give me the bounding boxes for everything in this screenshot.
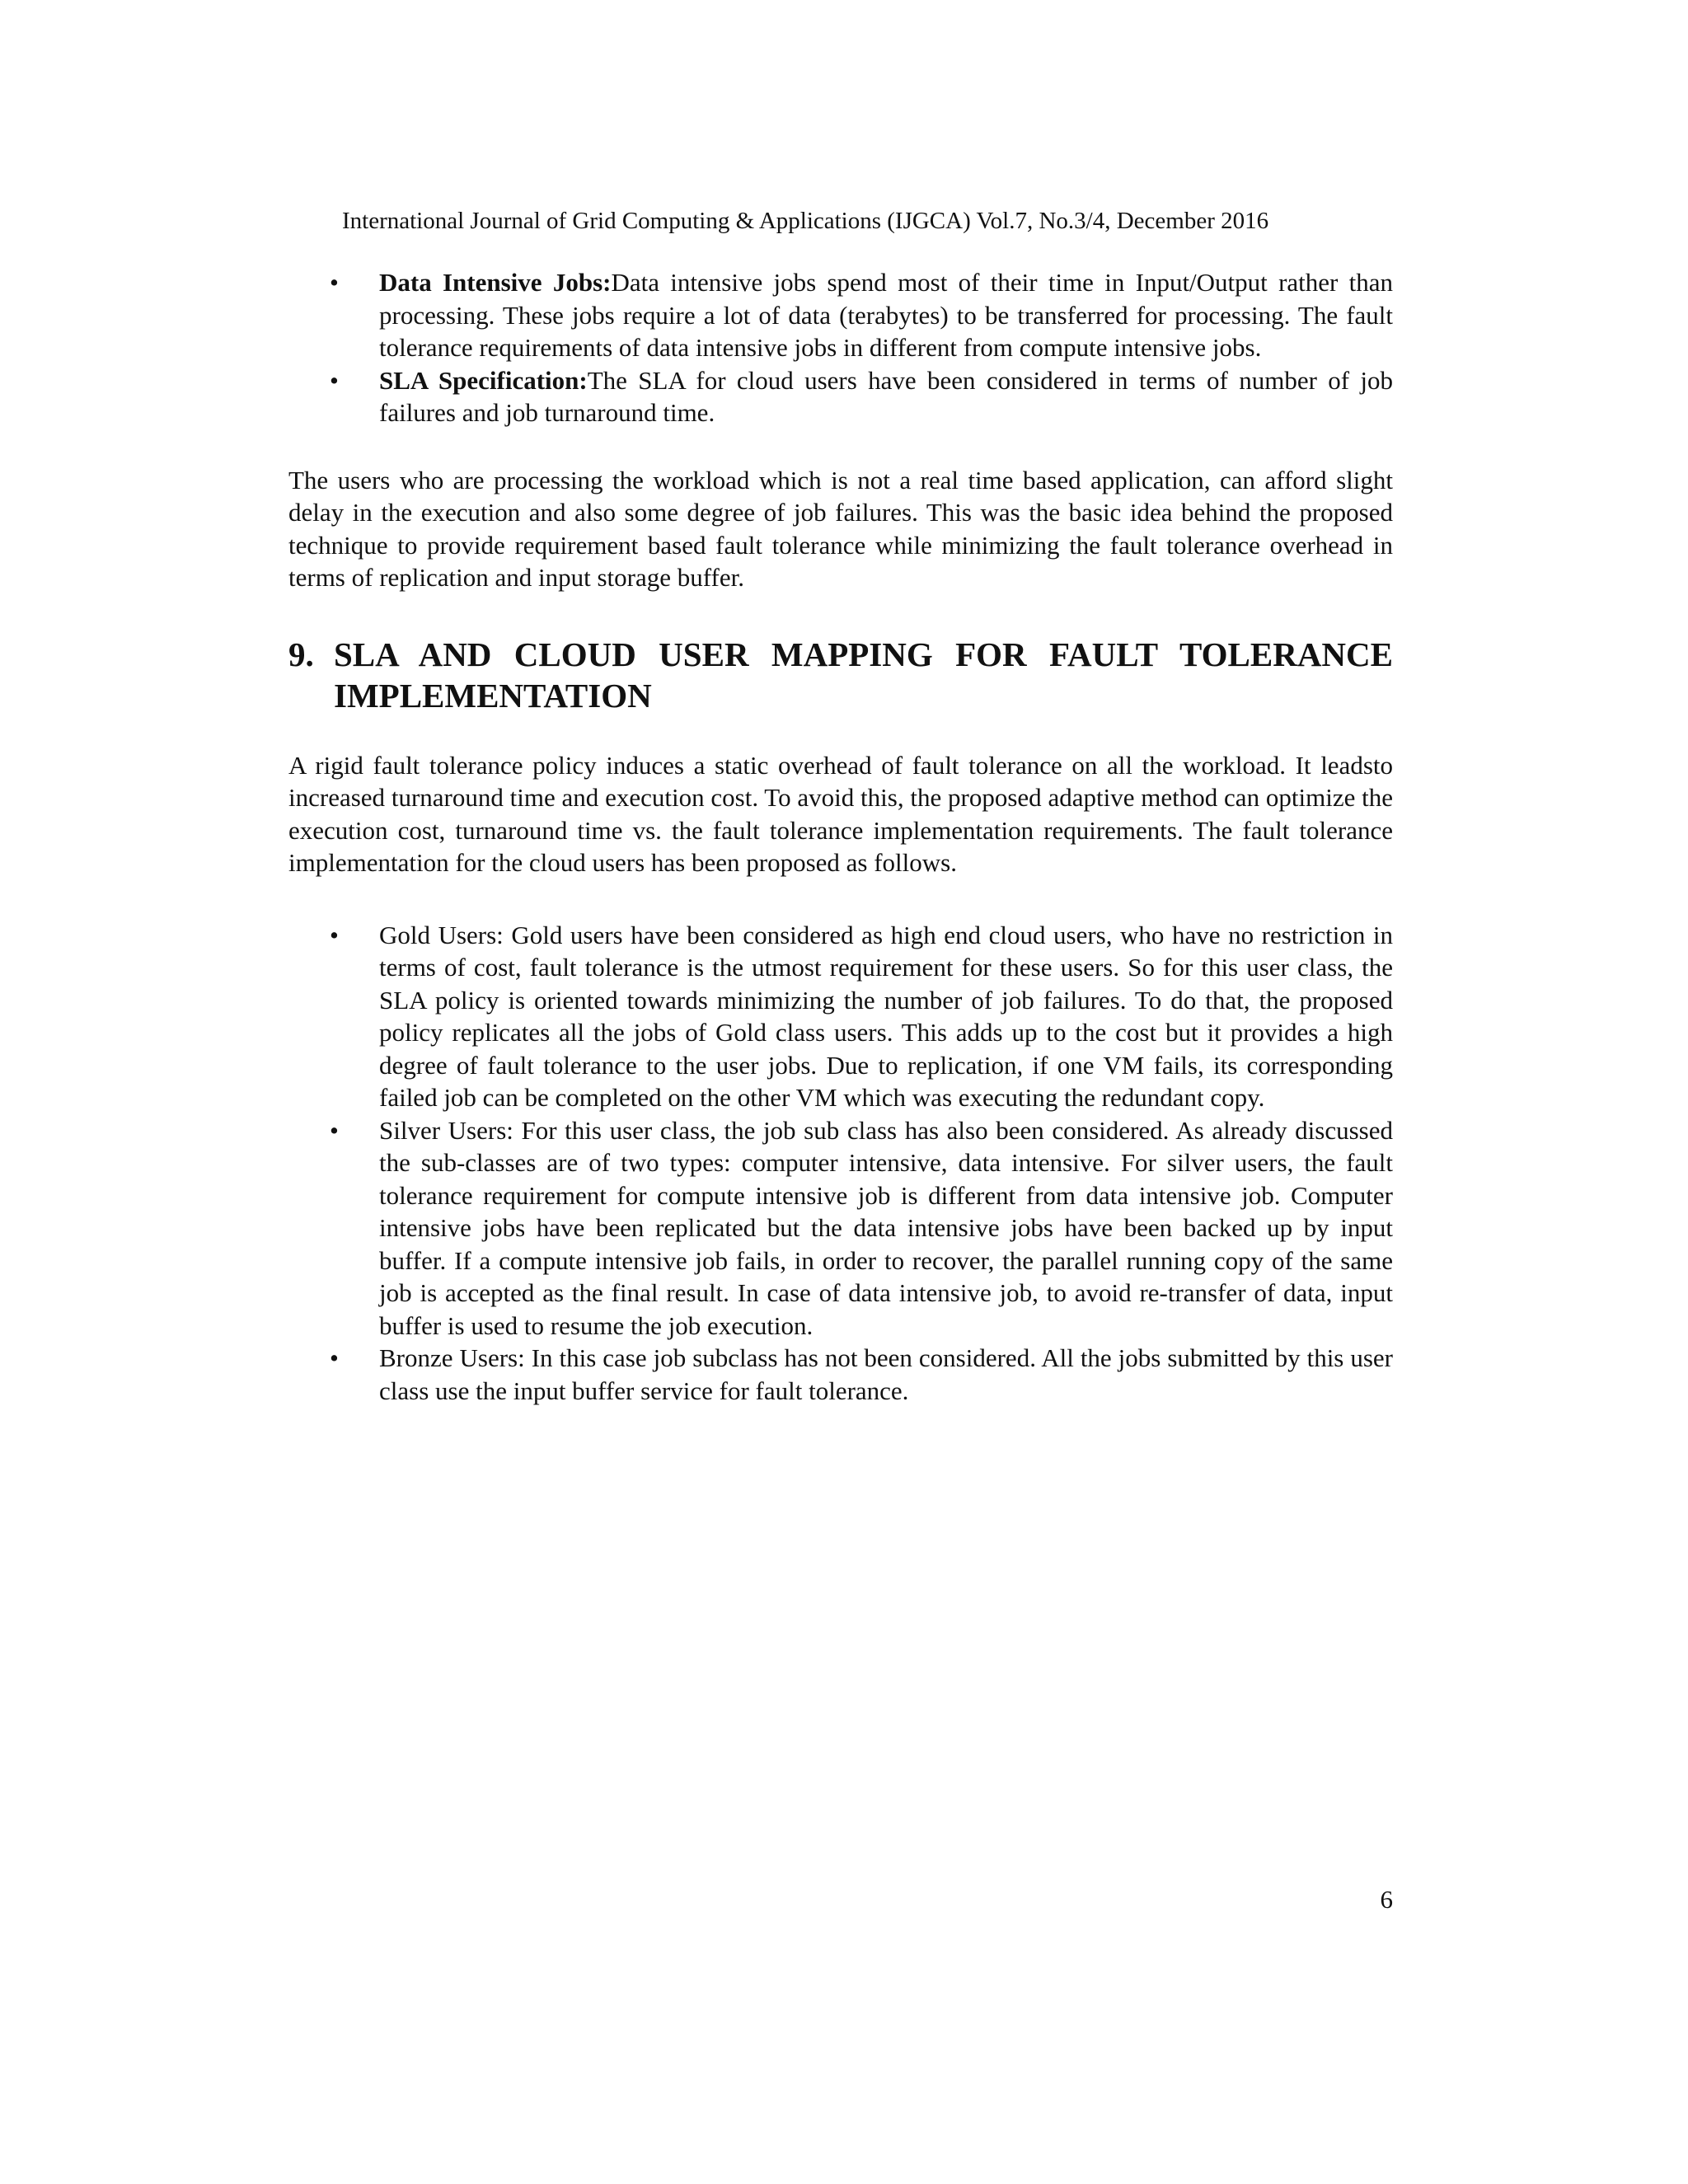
page-number: 6 [1380,1885,1393,1914]
list-item-sla-specification [288,364,1393,429]
item-text: Data intensive jobs spend most of their time in Input/Output rather than processing. These jobs require a lot of data (terabytes) to be transferred for processing. The fault tolerance requirements of data intensive jobs in different from compute intensive jobs. [379,268,1394,362]
item-label: SLA Specification: [379,365,588,395]
user-class-list [288,919,1393,1408]
section-number: 9. [288,635,314,673]
bullet-icon: • [330,1343,339,1372]
list-item-data-intensive-jobs [288,266,1393,364]
spacer [288,716,1393,749]
spacer [288,429,1393,464]
item-label: Data Intensive Jobs: [379,268,612,297]
bullet-icon: • [330,920,339,949]
page-body [288,266,1393,1407]
item-text: Gold Users: Gold users have been considered as high end cloud users, who have no restriction in terms of cost, fault tolerance is the utmost requirement for these users. So for this user class, the SLA policy is oriented towards minimizing the number of job failures. To do that, the proposed policy replicates all the jobs of Gold class users. This adds up to the cost but it provides a high degree of fault tolerance to the user jobs. Due to replication, if one VM fails, its corresponding failed job can be completed on the other VM which was executing the redundant copy. [379,920,1393,1112]
list-item-silver-users [288,1114,1393,1343]
section-title: SLA AND CLOUD USER MAPPING FOR FAULT TOLERANCE IMPLEMENTATION [334,635,1393,715]
item-text: Bronze Users: In this case job subclass has not been considered. All the jobs submitted by this user class use the input buffer service for fault tolerance. [379,1343,1393,1405]
running-header: International Journal of Grid Computing & Applications (IJGCA) Vol.7, No.3/4, December 2016 [342,208,1269,234]
list-item-gold-users [288,919,1393,1114]
bullet-icon: • [330,268,339,297]
list-item-bronze-users [288,1342,1393,1407]
item-text: Silver Users: For this user class, the job sub class has also been considered. As already discussed the sub-classes are of two types: computer intensive, data intensive. For silver users, the fault tolerance requirement for compute intensive job is different from data intensive job. Computer intensive jobs have been replicated but the data intensive jobs have been backed up by input buffer. If a compute intensive job fails, in order to recover, the parallel running copy of the same job is accepted as the final result. In case of data intensive job, to avoid re-transfer of data, input buffer is used to resume the job execution. [379,1115,1393,1340]
body-paragraph: The users who are processing the workload which is not a real time based application, can afford slight delay in the execution and also some degree of job failures. This was the basic idea behind the proposed technique to provide requirement based fault tolerance while minimizing the fault tolerance overhead in terms of replication and input storage buffer. [288,465,1393,592]
job-type-list [288,266,1393,429]
spacer [288,879,1393,919]
item-text: The SLA for cloud users have been considered in terms of number of job failures and job turnaround time. [379,365,1393,427]
body-paragraph: A rigid fault tolerance policy induces a static overhead of fault tolerance on all the workload. It leadsto increased turnaround time and execution cost. To avoid this, the proposed adaptive method can optimize the execution cost, turnaround time vs. the fault tolerance implementation requirements. The fault tolerance implementation for the cloud users has been proposed as follows. [288,750,1393,877]
section-heading [288,634,1393,716]
bullet-icon: • [330,365,339,395]
bullet-icon: • [330,1115,339,1145]
